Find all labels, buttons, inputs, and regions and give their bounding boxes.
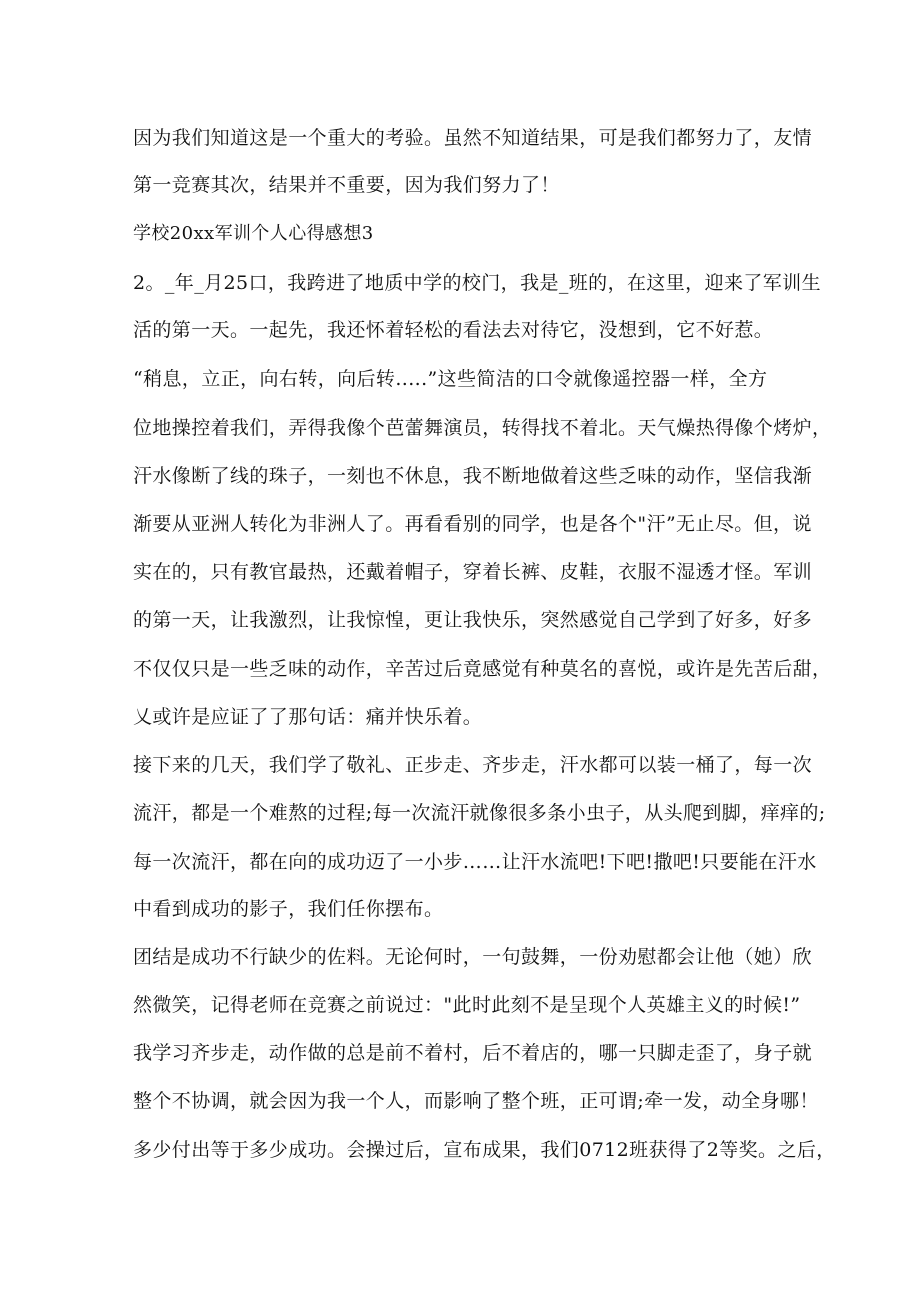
paragraph-line: 接下来的几天，我们学了敬礼、正步走、齐步走，汗水都可以装一桶了，每一次 — [133, 754, 813, 776]
paragraph-line: 整个不协调，就会因为我一个人，而影响了整个班，正可谓;牵一发，动全身哪！ — [133, 1090, 819, 1112]
paragraph-line: 乂或许是应证了了那句话：痛并快乐着。 — [133, 706, 483, 728]
paragraph-line: 每一次流汗，都在向的成功迈了一小步……让汗水流吧!下吧!撒吧!只要能在汗水 — [133, 851, 817, 873]
paragraph-line: 实在的，只有教官最热，还戴着帽子，穿着长裤、皮鞋，衣服不湿透才怪。军训 — [133, 561, 813, 583]
paragraph-line: 渐要从亚洲人转化为非洲人了。再看看别的同学，也是各个"汗”无止尽。但，说 — [133, 513, 812, 535]
paragraph-line: 中看到成功的影子，我们任你摆布。 — [133, 898, 444, 920]
paragraph-line: 位地操控着我们，弄得我像个芭蕾舞演员，转得找不着北。天气燥热得像个烤炉， — [133, 417, 832, 439]
paragraph-line: 流汗，都是一个难熬的过程;每一次流汗就像很多条小虫子，从头爬到脚，痒痒的; — [133, 802, 826, 824]
paragraph-line: 第一竞赛其次，结果并不重要，因为我们努力了！ — [133, 174, 560, 196]
paragraph-line: 2。_年_月25口，我跨进了地质中学的校门，我是_班的，在这里，迎来了军训生 — [133, 272, 821, 294]
paragraph-line: 的第一天，让我激烈，让我惊惶，更让我快乐，突然感觉自己学到了好多，好多 — [133, 609, 813, 631]
paragraph-line: 汗水像断了线的珠子，一刻也不休息，我不断地做着这些乏味的动作，坚信我渐 — [133, 465, 813, 487]
paragraph-line: 我学习齐步走，动作做的总是前不着村，后不着店的，哪一只脚走歪了，身子就 — [133, 1042, 813, 1064]
paragraph-line: 然微笑，记得老师在竞赛之前说过："此时此刻不是呈现个人英雄主义的时候!” — [133, 994, 801, 1016]
section-heading: 学校20xx军训个人心得感想3 — [133, 223, 374, 244]
paragraph-line: “稍息，立正，向右转，向后转.....”这些简洁的口令就像遥控器一样，全方 — [133, 368, 768, 390]
paragraph-line: 不仅仅只是一些乏味的动作，辛苦过后竟感觉有种莫名的喜悦，或许是先苦后甜， — [133, 658, 832, 680]
paragraph-line: 团结是成功不行缺少的佐料。无论何时，一句鼓舞，一份劝慰都会让他（她）欣 — [133, 946, 813, 968]
paragraph-line: 活的第一天。一起先，我还怀着轻松的看法去对待它，没想到，它不好惹。 — [133, 319, 774, 341]
paragraph-line: 因为我们知道这是一个重大的考验。虽然不知道结果，可是我们都努力了，友情 — [133, 127, 813, 149]
paragraph-line: 多少付出等于多少成功。会操过后，宣布成果，我们0712班获得了2等奖。之后， — [133, 1139, 836, 1161]
